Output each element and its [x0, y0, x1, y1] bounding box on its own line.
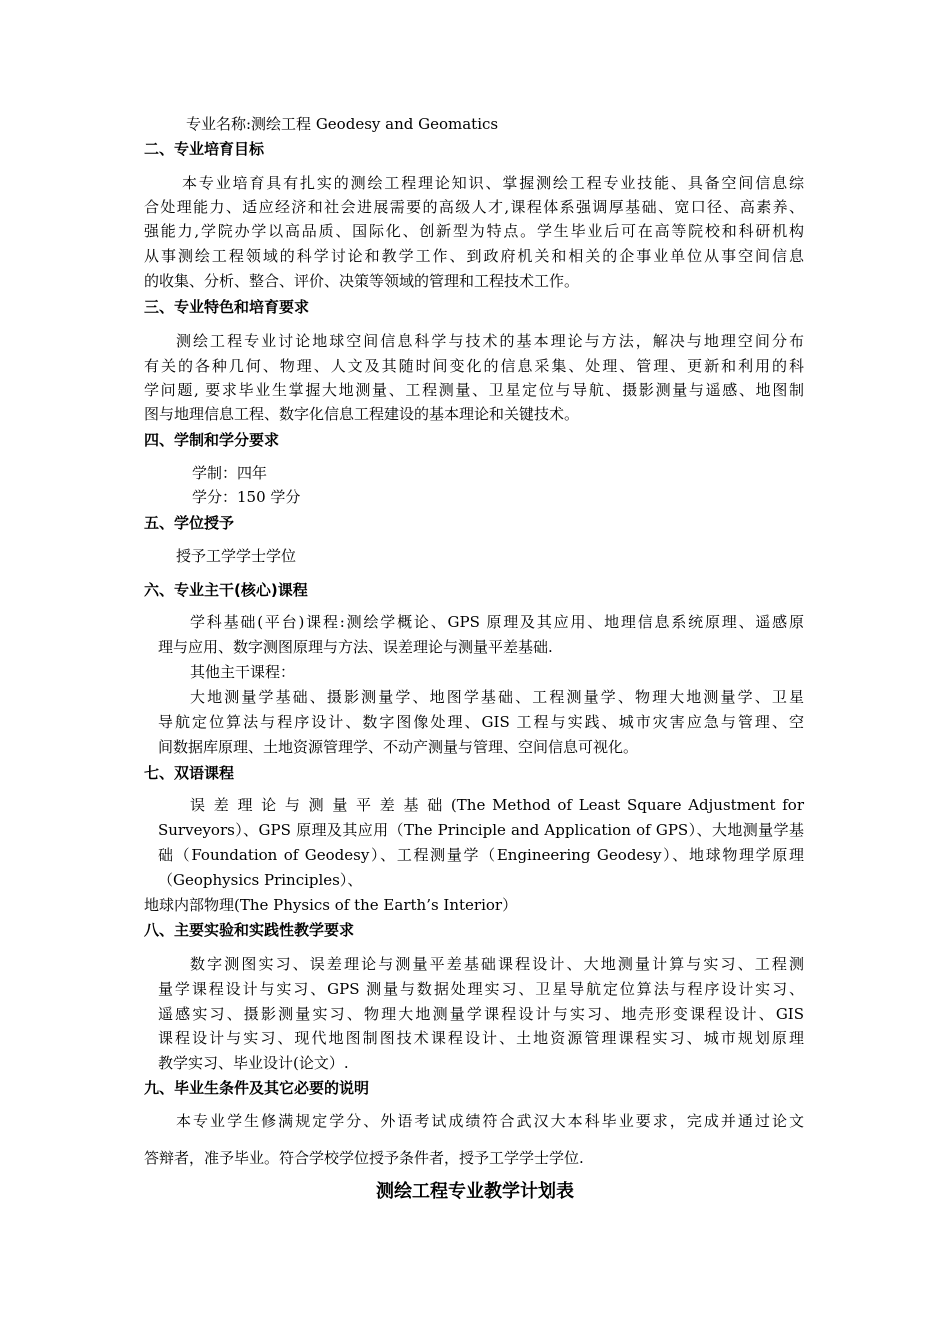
section-2-line: 的收集、分析、整合、评价、决策等领域的管理和工程技术工作。	[144, 272, 580, 290]
section-8-heading: 八、主要实验和实践性教学要求	[144, 921, 355, 939]
section-8-line: 数字测图实习、误差理论与测量平差基础课程设计、大地测量计算与实习、工程测	[190, 955, 804, 973]
section-2-heading: 二、专业培育目标	[144, 140, 265, 158]
section-7-line: 误 差 理 论 与 测 量 平 差 基 础 (The Method of Least Square Adjustment for	[190, 796, 804, 814]
section-6-line: 大地测量学基础、摄影测量学、地图学基础、工程测量学、物理大地测量学、卫星	[190, 688, 804, 706]
duration: 学制：四年	[192, 464, 268, 482]
section-7-line: （Geophysics Principles）、	[158, 871, 363, 889]
section-9-line: 本专业学生修满规定学分、外语考试成绩符合武汉大本科毕业要求，完成并通过论文	[176, 1112, 804, 1130]
section-2-line: 合处理能力、适应经济和社会进展需要的高级人才,课程体系强调厚基础、宽口径、高素养、	[144, 198, 804, 216]
section-2-line: 强能力,学院办学以高品质、国际化、创新型为特点。学生毕业后可在高等院校和科研机构	[144, 222, 804, 240]
section-3-line: 图与地理信息工程、数字化信息工程建设的基本理论和关键技术。	[144, 405, 580, 423]
table-title: 测绘工程专业教学计划表	[376, 1181, 574, 1202]
section-6-line: 间数据库原理、土地资源管理学、不动产测量与管理、空间信息可视化。	[158, 738, 639, 756]
section-4-heading: 四、学制和学分要求	[144, 431, 280, 449]
section-8-line: 量学课程设计与实习、GPS 测量与数据处理实习、卫星导航定位算法与程序设计实习、	[158, 980, 804, 998]
section-9-line: 答辩者，准予毕业。符合学校学位授予条件者，授予工学学士学位.	[144, 1149, 584, 1167]
degree-text: 授予工学学士学位	[176, 547, 297, 565]
section-9-heading: 九、毕业生条件及其它必要的说明	[144, 1079, 370, 1097]
section-6-line: 其他主干课程：	[190, 663, 296, 681]
credits: 学分：150 学分	[192, 488, 301, 506]
section-6-line: 导航定位算法与程序设计、数字图像处理、GIS 工程与实践、城市灾害应急与管理、空	[158, 713, 804, 731]
section-6-heading: 六、专业主干(核心)课程	[144, 581, 308, 599]
section-2-line: 从事测绘工程领域的科学讨论和教学工作、到政府机关和相关的企事业单位从事空间信息	[144, 247, 804, 265]
section-6-line: 学科基础(平台)课程:测绘学概论、GPS 原理及其应用、地理信息系统原理、遥感原	[190, 613, 804, 631]
section-7-heading: 七、双语课程	[144, 764, 235, 782]
section-8-line: 教学实习、毕业设计(论文）.	[158, 1054, 349, 1072]
section-7-line: 地球内部物理(The Physics of the Earth’s Interior）	[144, 896, 518, 914]
section-3-heading: 三、专业特色和培育要求	[144, 298, 310, 316]
section-6-line: 理与应用、数字测图原理与方法、误差理论与测量平差基础.	[158, 638, 553, 656]
section-7-line: Surveyors）、GPS 原理及其应用（The Principle and Application of GPS）、大地测量学基	[158, 821, 804, 839]
section-3-line: 学问题, 要求毕业生掌握大地测量、工程测量、卫星定位与导航、摄影测量与遥感、地图制	[144, 381, 804, 399]
section-8-line: 遥感实习、摄影测量实习、物理大地测量学课程设计与实习、地壳形变课程设计、GIS	[158, 1005, 804, 1023]
section-8-line: 课程设计与实习、现代地图制图技术课程设计、土地资源管理课程实习、城市规划原理	[158, 1029, 804, 1047]
section-2-line: 本专业培育具有扎实的测绘工程理论知识、掌握测绘工程专业技能、具备空间信息综	[182, 174, 804, 192]
major-name: 专业名称:测绘工程 Geodesy and Geomatics	[186, 115, 499, 133]
section-7-line: 础（Foundation of Geodesy）、工程测量学（Engineering Geodesy）、地球物理学原理	[158, 846, 804, 864]
section-3-line: 有关的各种几何、物理、人文及其随时间变化的信息采集、处理、管理、更新和利用的科	[144, 357, 804, 375]
section-5-heading: 五、学位授予	[144, 514, 235, 532]
section-3-line: 测绘工程专业讨论地球空间信息科学与技术的基本理论与方法，解决与地理空间分布	[176, 332, 804, 350]
